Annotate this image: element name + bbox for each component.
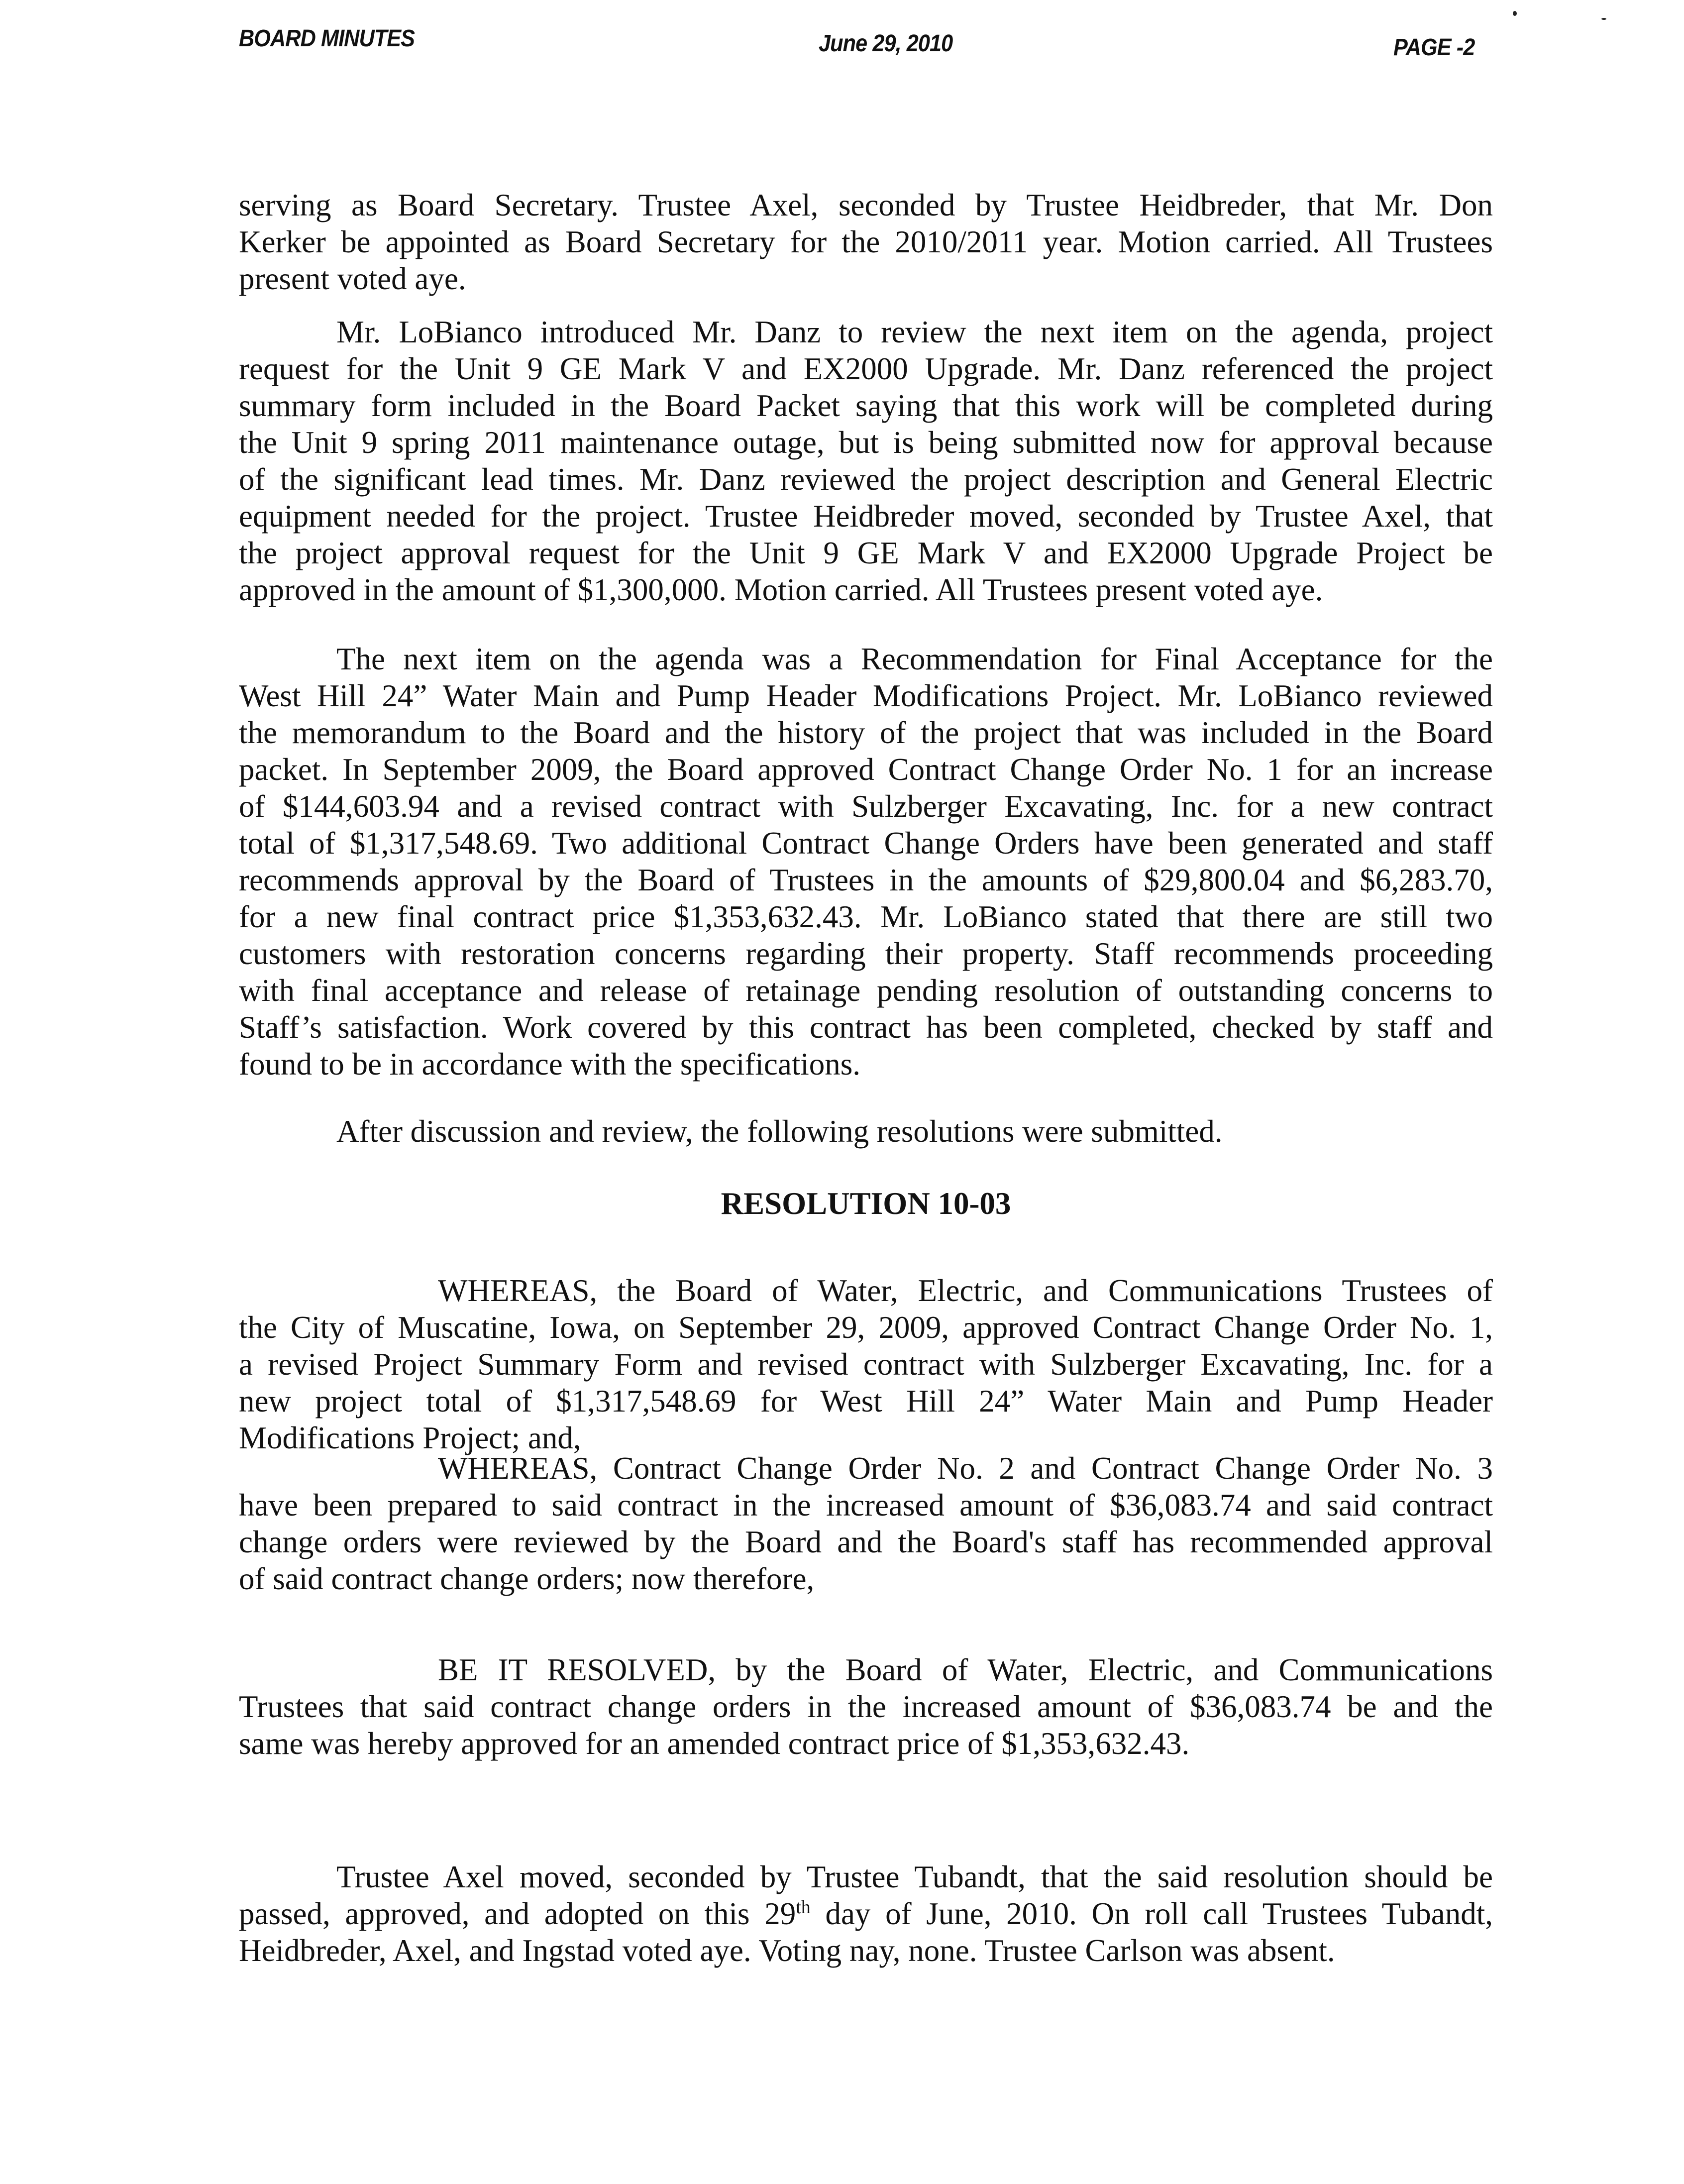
closing-text: day of June, 2010. On roll call Trustees Tubandt, [810, 1896, 1493, 1931]
text-line: customers with restoration concerns regarding their property. Staff recommends proceeding [239, 936, 1493, 971]
text-line: for a new final contract price $1,353,632.43. Mr. LoBianco stated that there are still two [239, 899, 1493, 934]
text-line: found to be in accordance with the specifications. [239, 1047, 861, 1082]
text-line: approved in the amount of $1,300,000. Motion carried. All Trustees present voted aye. [239, 572, 1323, 607]
text-line: WHEREAS, Contract Change Order No. 2 and Contract Change Order No. 3 [438, 1451, 1493, 1486]
whereas-clause-2 [239, 1450, 1493, 1597]
text-line: the project approval request for the Unit 9 GE Mark V and EX2000 Upgrade Project be [239, 536, 1493, 570]
closing-paragraph [239, 1858, 1493, 1969]
closing-day-suffix: th [796, 1897, 811, 1918]
text-line: WHEREAS, the Board of Water, Electric, and Communications Trustees of [438, 1273, 1493, 1308]
closing-line [239, 1895, 1493, 1932]
text-line: The next item on the agenda was a Recommendation for Final Acceptance for the [336, 642, 1493, 676]
text-line: change orders were reviewed by the Board and the Board's staff has recommended approval [239, 1525, 1493, 1559]
closing-line: Trustee Axel moved, seconded by Trustee Tubandt, that the said resolution should be [336, 1859, 1493, 1894]
header-left: BOARD MINUTES [239, 25, 415, 52]
text-line: packet. In September 2009, the Board approved Contract Change Order No. 1 for an increase [239, 752, 1493, 787]
text-line: of said contract change orders; now therefore, [239, 1561, 815, 1596]
closing-line: Heidbreder, Axel, and Ingstad voted aye. Voting nay, none. Trustee Carlson was absent. [239, 1933, 1335, 1968]
text-line: Modifications Project; and, [239, 1420, 581, 1455]
text-line: After discussion and review, the following resolutions were submitted. [336, 1114, 1223, 1149]
scan-speck [1601, 18, 1606, 20]
text-line: West Hill 24” Water Main and Pump Header Modifications Project. Mr. LoBianco reviewed [239, 678, 1493, 713]
text-line: of the significant lead times. Mr. Danz reviewed the project description and General Electric [239, 462, 1493, 497]
text-line: Mr. LoBianco introduced Mr. Danz to review the next item on the agenda, project [336, 315, 1493, 349]
text-line: recommends approval by the Board of Trustees in the amounts of $29,800.04 and $6,283.70, [239, 863, 1493, 897]
header-page-number: PAGE -2 [1393, 34, 1475, 61]
text-line: have been prepared to said contract in the increased amount of $36,083.74 and said contract [239, 1488, 1493, 1523]
text-line: request for the Unit 9 GE Mark V and EX2000 Upgrade. Mr. Danz referenced the project [239, 351, 1493, 386]
text-line: the City of Muscatine, Iowa, on September 29, 2009, approved Contract Change Order No. 1, [239, 1310, 1493, 1345]
text-line: with final acceptance and release of retainage pending resolution of outstanding concerns to [239, 973, 1493, 1008]
text-line: summary form included in the Board Packet saying that this work will be completed during [239, 388, 1493, 423]
text-line: BE IT RESOLVED, by the Board of Water, Electric, and Communications [438, 1652, 1493, 1687]
text-line: of $144,603.94 and a revised contract with Sulzberger Excavating, Inc. for a new contract [239, 789, 1493, 824]
text-line: Trustees that said contract change orders in the increased amount of $36,083.74 be and the [239, 1689, 1493, 1724]
text-line: total of $1,317,548.69. Two additional Contract Change Orders have been generated and staff [239, 826, 1493, 861]
closing-day: 29 [764, 1896, 796, 1931]
closing-text: passed, approved, and adopted on this [239, 1896, 765, 1931]
text-line: Kerker be appointed as Board Secretary for the 2010/2011 year. Motion carried. All Trustees [239, 224, 1493, 259]
text-line: a revised Project Summary Form and revised contract with Sulzberger Excavating, Inc. for a [239, 1347, 1493, 1382]
paragraph-unit9-upgrade [239, 314, 1493, 608]
scan-speck [1513, 11, 1517, 16]
paragraph-west-hill-acceptance [239, 641, 1493, 1083]
paragraph-resolutions-submitted [239, 1113, 1493, 1150]
text-line: the memorandum to the Board and the history of the project that was included in the Board [239, 715, 1493, 750]
text-line: Staff’s satisfaction. Work covered by this contract has been completed, checked by staff and [239, 1010, 1493, 1045]
text-line: equipment needed for the project. Trustee Heidbreder moved, seconded by Trustee Axel, that [239, 499, 1493, 534]
be-it-resolved-clause [239, 1651, 1493, 1762]
text-line: same was hereby approved for an amended contract price of $1,353,632.43. [239, 1726, 1190, 1761]
text-line: new project total of $1,317,548.69 for West Hill 24” Water Main and Pump Header [239, 1384, 1493, 1419]
resolution-title: RESOLUTION 10-03 [721, 1186, 1011, 1221]
paragraph-board-secretary [239, 187, 1493, 297]
text-line: serving as Board Secretary. Trustee Axel, seconded by Trustee Heidbreder, that Mr. Don [239, 188, 1493, 222]
text-line: the Unit 9 spring 2011 maintenance outage, but is being submitted now for approval because [239, 425, 1493, 460]
text-line: present voted aye. [239, 261, 466, 296]
header-date: June 29, 2010 [819, 30, 953, 57]
whereas-clause-1 [239, 1272, 1493, 1456]
